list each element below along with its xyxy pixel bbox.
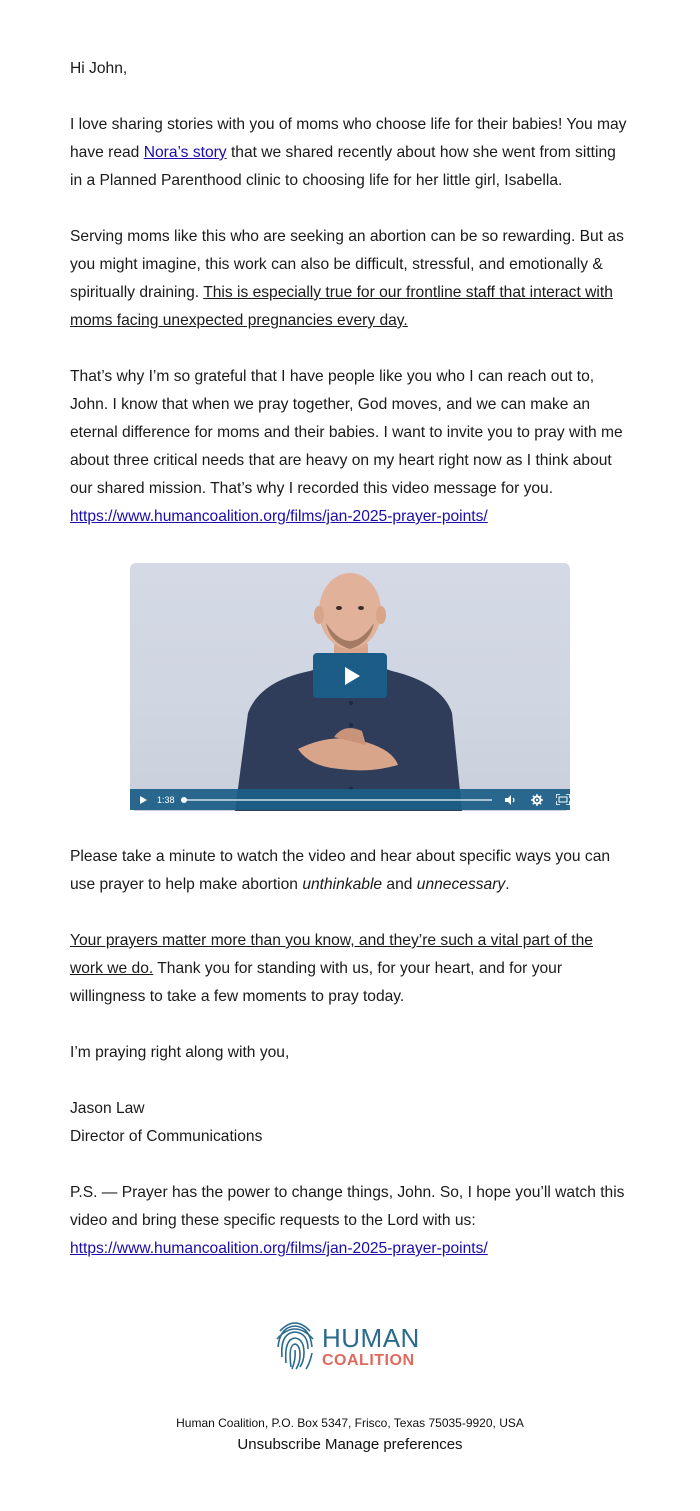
paragraph-watch <box>70 843 630 899</box>
control-play-icon[interactable] <box>140 796 147 804</box>
paragraph-watch-end: . <box>505 876 510 893</box>
paragraph-intro-text: I love sharing stories with you of moms who choose life for their babies! You may have read <box>70 116 627 161</box>
postscript <box>70 1179 630 1263</box>
video-progress-knob[interactable] <box>181 797 187 803</box>
paragraph-serving-underlined: This is especially true for our frontline staff that interact with moms facing unexpected pregnancies every day. <box>70 284 613 329</box>
human-coalition-logo[interactable] <box>274 1317 434 1373</box>
signature-name: Jason Law <box>70 1100 145 1117</box>
fullscreen-icon[interactable] <box>556 793 570 807</box>
video-duration: 1:38 <box>157 794 175 805</box>
paragraph-prayers-underlined: Your prayers matter more than you know, and they’re such a vital part of the work we do. <box>70 932 593 977</box>
paragraph-serving-text: Serving moms like this who are seeking an abortion can be so rewarding. But as you might imagine, this work can also be difficult, stressful, and emotionally & spiritually draining. <box>70 228 624 301</box>
postscript-video-link[interactable]: https://www.humancoalition.org/films/jan-2025-prayer-points/ <box>70 1240 488 1257</box>
video-play-button[interactable] <box>313 653 387 698</box>
logo-text-human: HUMAN <box>322 1323 420 1353</box>
emphasis-unnecessary: unnecessary <box>416 876 506 893</box>
logo-text-coalition: COALITION <box>322 1352 415 1369</box>
fingerprint-icon <box>274 1317 316 1371</box>
signature-title: Director of Communications <box>70 1128 263 1145</box>
emphasis-unthinkable: unthinkable <box>302 876 383 893</box>
paragraph-serving <box>70 223 630 335</box>
paragraph-watch-and: and <box>382 876 417 893</box>
video-page-link[interactable]: https://www.humancoalition.org/films/jan-2025-prayer-points/ <box>70 508 488 525</box>
signature <box>70 1095 630 1151</box>
paragraph-intro-text-end: that we shared recently about how she went from sitting in a Planned Parenthood clinic to choosing life for her little girl, Isabella. <box>70 144 616 189</box>
video-control-bar <box>130 789 570 810</box>
paragraph-intro <box>70 111 630 195</box>
footer-links <box>0 1436 700 1453</box>
settings-gear-icon[interactable] <box>530 793 544 807</box>
volume-icon[interactable] <box>504 793 518 807</box>
noras-story-link[interactable]: Nora’s story <box>143 144 227 161</box>
unsubscribe-link[interactable]: Unsubscribe <box>237 1436 321 1453</box>
paragraph-watch-text: Please take a minute to watch the video and hear about specific ways you can use prayer to help make abortion <box>70 848 611 893</box>
paragraph-grateful <box>70 363 630 531</box>
paragraph-prayers <box>70 927 630 1011</box>
footer-address: Human Coalition, P.O. Box 5347, Frisco, Texas 75035-9920, USA <box>176 1416 524 1430</box>
play-icon <box>345 667 360 685</box>
paragraph-prayers-text: Thank you for standing with us, for your heart, and for your willingness to take a few moments to pray today. <box>70 960 563 1005</box>
paragraph-grateful-text: That’s why I’m so grateful that I have people like you who I can reach out to, John. I know that when we pray together, God moves, and we can make an eternal difference for moms and their babies. I want to invite you to pray with me about three critical needs that are heavy on my heart right now as I think about our shared mission. That’s why I recorded this video message for you. <box>70 368 623 497</box>
closing-line: I’m praying right along with you, <box>70 1044 290 1061</box>
video-progress-track[interactable] <box>183 799 493 801</box>
postscript-text: P.S. — Prayer has the power to change things, John. So, I hope you’ll watch this video and bring these specific requests to the Lord with us: <box>70 1184 625 1229</box>
manage-preferences-link[interactable]: Manage preferences <box>324 1436 463 1453</box>
greeting: Hi John, <box>70 60 128 77</box>
